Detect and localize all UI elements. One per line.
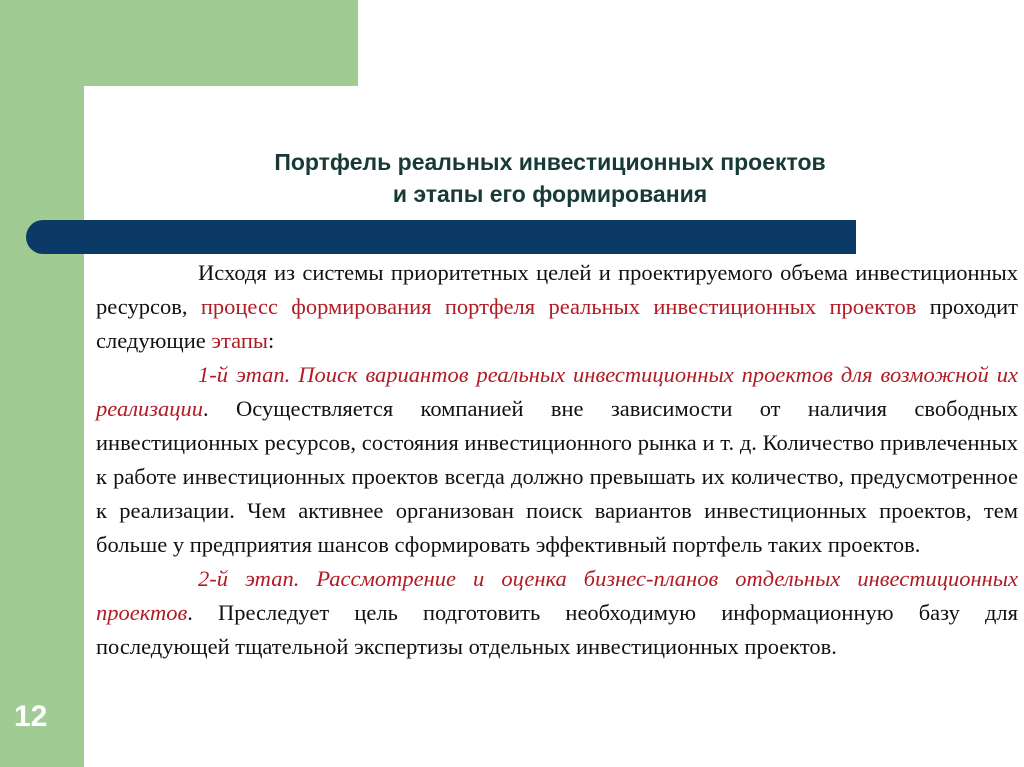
intro-text-1: Исходя из системы приоритетных целей и проектируемого объема инвестиционных ресурсов, [96,260,1018,319]
left-decor-band [0,0,84,767]
title-underline-bar [26,220,856,254]
stage-2-text: . Преследует цель подготовить необходимую информационную базу для последующей тщательной экспертизы отдельных инвестиционных проектов. [96,600,1018,659]
intro-text-3: : [268,328,275,353]
slide-body [96,256,1018,664]
title-line-1: Портфель реальных инвестиционных проектов [274,149,826,175]
stage-1-paragraph [96,358,1018,562]
slide-title [120,146,980,210]
stage-2-heading: 2-й этап. Рассмотрение и оценка бизнес-планов отдельных инвестиционных проектов [96,566,1018,625]
intro-highlight-stages: этапы [211,328,269,353]
intro-highlight-process: процесс формирования портфеля реальных инвестиционных проектов [200,294,917,319]
page-number: 12 [14,700,48,733]
stage-1-text: . Осуществляется компанией вне зависимости от наличия свободных инвестиционных ресурсов, состояния инвестиционного рынка и т. д. Количество привлеченных к работе инвестиционных проектов всегда должно превышать их количество, предусмотренное к реализации. Чем активнее организован поиск вариантов инвестиционных проектов, тем больше у предприятия шансов сформировать эффективный портфель таких проектов. [96,396,1018,557]
stage-1-heading: 1-й этап. Поиск вариантов реальных инвестиционных проектов для возможной их реализации [96,362,1018,421]
intro-text-2: проходит следующие [96,294,1018,353]
title-line-2: и этапы его формирования [392,181,708,207]
top-decor-band [0,0,358,86]
intro-paragraph [96,256,1018,358]
stage-2-paragraph [96,562,1018,664]
